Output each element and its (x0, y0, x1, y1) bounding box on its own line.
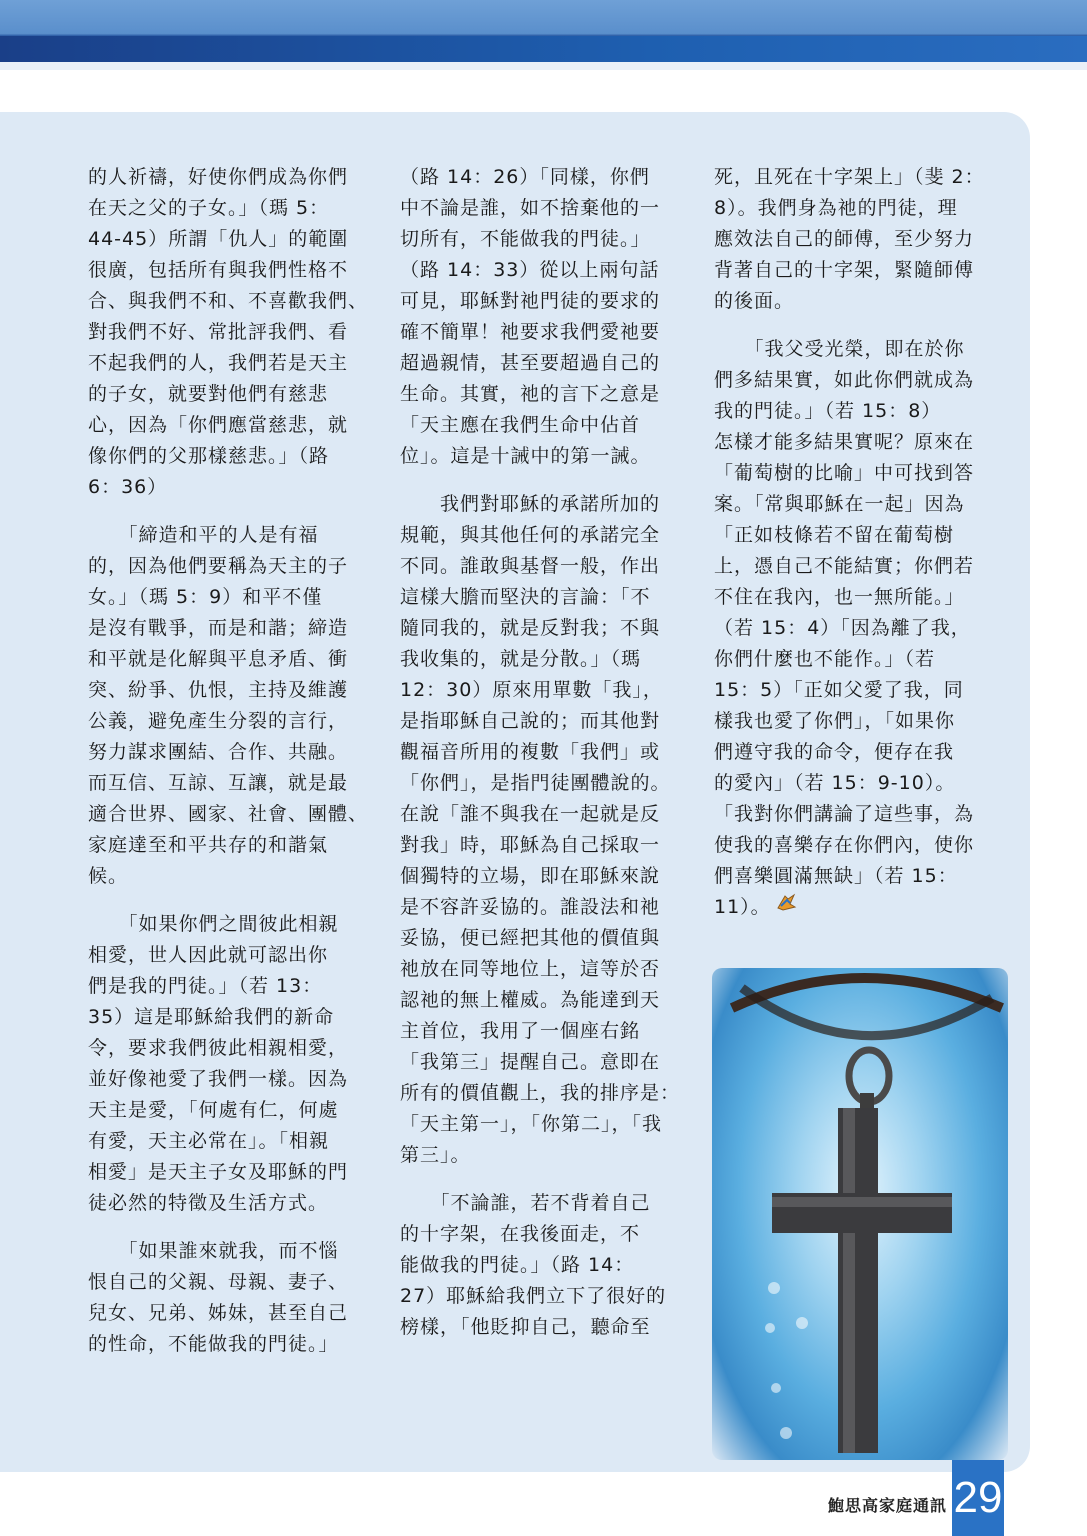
paragraph-text: 「我父受光榮，即在於你 們多結果實，如此你們就成為 我的門徒。」（若 15：8） 怎樣才能多結果實呢？原來在 「葡萄樹的比喻」中可找到答 案。「常與耶穌在一起」因為 「正如枝條若不留在葡萄樹 上，憑自己不能結實；你們若 不住在我內，也一無所能。」 （若 15：4）「因為離了我， 你們什麼也不能作。」（若 15：5）「正如父愛了我，同 樣我也愛了你們」，「如果你 們遵守我的命令，便存在我 的愛內」（若 15：9-10）。 「我對你們講論了這些事，為 使我的喜樂存在你們內，使你 們喜樂圓滿無缺」（若 15： 11）。 (714, 338, 975, 918)
paragraph: 的人祈禱，好使你們成為你們 在天之父的子女。」（瑪 5： 44-45）所謂「仇人」的範圍 很廣，包括所有與我們性格不 合、與我們不和、不喜歡我們、 對我們不好、常批評我們、看 不起我們的人，我們若是天主 的子女，就要對他們有慈悲 心，因為「你們應當慈悲，就 像你們的父那樣慈悲。」（路 6：36） (88, 166, 369, 498)
paragraph: （路 14：26）「同樣，你們 中不論是誰，如不捨棄他的一 切所有，不能做我的門徒。」 （路 14：33）從以上兩句話 可見，耶穌對祂門徒的要求的 確不簡單！祂要求我們愛祂要 超過親情，甚至要超過自己的 生命。其實，祂的言下之意是 「天主應在我們生命中佔首 位」。這是十誡中的第一誡。 (400, 166, 661, 467)
cross-pendant-icon (712, 968, 1008, 1460)
article-column-2 (400, 162, 690, 1360)
cross-pendant-image (712, 968, 1008, 1460)
header-band (0, 0, 1087, 70)
paragraph: 「如果誰來就我，而不惱 恨自己的父親、母親、妻子、 兒女、兄弟、姊妹，甚至自己 的性命，不能做我的門徒。」 (88, 1240, 349, 1355)
page-number: 29 (952, 1460, 1004, 1536)
paragraph: 「如果你們之間彼此相親 相愛，世人因此就可認出你 們是我的門徒。」（若 13： 35）這是耶穌給我們的新命 令，要求我們彼此相親相愛， 並好像祂愛了我們一樣。因為 天主是愛，「何處有仁，何處 有愛，天主必常在」。「相親 相愛」是天主子女及耶穌的門 徒必然的特徵及生活方式。 (88, 913, 349, 1214)
end-ornament-icon (775, 892, 797, 923)
publication-name: 鮑思高家庭通訊 (827, 1496, 947, 1515)
header-band-light-stripe (0, 62, 1087, 70)
header-band-dark-stripe (0, 36, 1087, 62)
paragraph (714, 334, 1004, 923)
article-column-1 (88, 162, 374, 1377)
paragraph: 「締造和平的人是有福 的，因為他們要稱為天主的子 女。」（瑪 5：9）和平不僅 是沒有戰爭，而是和諧；締造 和平就是化解與平息矛盾、衝 突、紛爭、仇恨，主持及維護 公義，避免產生分裂的言行， 努力謀求團結、合作、共融。 而互信、互諒、互讓，就是最 適合世界、國家、社會、團體、 家庭達至和平共存的和諧氣 候。 (88, 524, 369, 887)
paragraph: 我們對耶穌的承諾所加的 規範，與其他任何的承諾完全 不同。誰敢與基督一般，作出 這樣大膽而堅決的言論：「不 隨同我的，就是反對我；不與 我收集的，就是分散。」（瑪 12：30）原來用單數「我」， 是指耶穌自己說的；而其他對 觀福音所用的複數「我們」或 「你們」，是指門徒團體說的。 在說「誰不與我在一起就是反 對我」時，耶穌為自己採取一 個獨特的立場，即在耶穌來說 是不容許妥協的。誰設法和祂 妥協，便已經把其他的價值與 祂放在同等地位上，這等於否 認祂的無上權威。為能達到天 主首位，我用了一個座右銘 「我第三」提醒自己。意即在 所有的價值觀上，我的排序是： 「天主第一」，「你第二」，「我 第三」。 (400, 493, 681, 1166)
paragraph: 「不論誰，若不背着自己 的十字架，在我後面走，不 能做我的門徒。」（路 14： 27）耶穌給我們立下了很好的 榜樣，「他貶抑自己，聽命至 (400, 1192, 667, 1338)
paragraph: 死，且死在十字架上」（斐 2： 8）。我們身為祂的門徒，理 應效法自己的師傅，至少努力 背著自己的十字架，緊隨師傅 的後面。 (714, 166, 985, 312)
article-column-3 (714, 162, 1004, 940)
